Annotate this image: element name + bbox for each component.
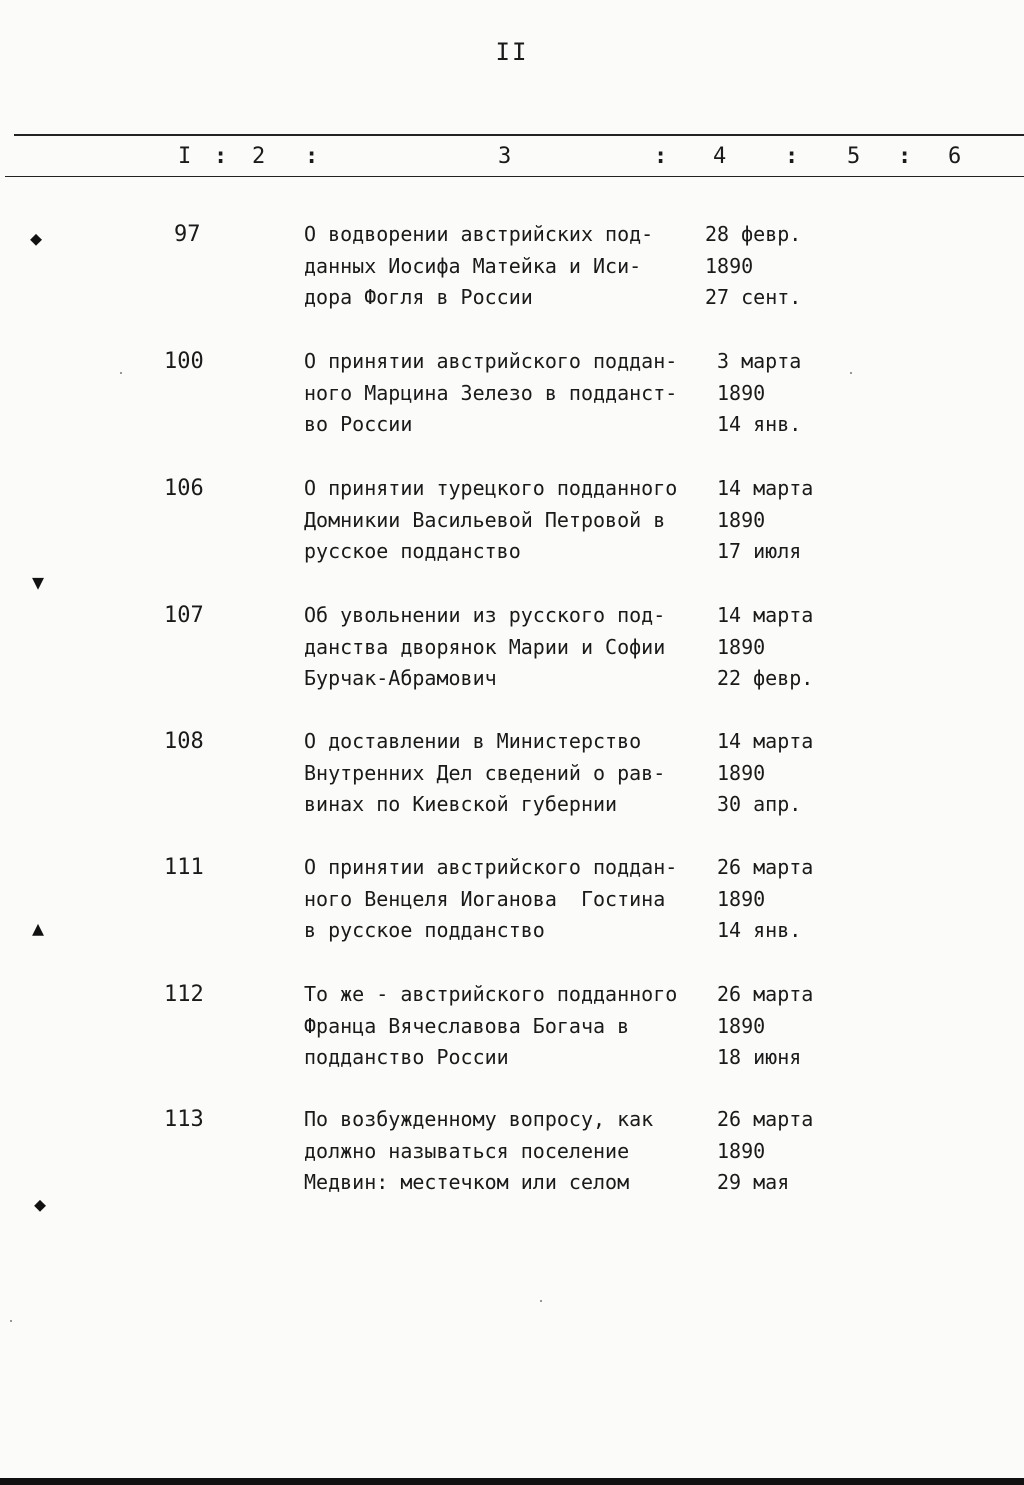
year: 1890 bbox=[717, 760, 766, 785]
binder-hole-mark: ◆ bbox=[30, 226, 43, 250]
start-date: 26 марта bbox=[717, 982, 814, 1006]
year: 1890 bbox=[705, 253, 754, 278]
end-date: 14 янв. bbox=[717, 918, 802, 942]
entry-dates bbox=[717, 1104, 857, 1199]
description-line: О принятии турецкого подданного bbox=[304, 476, 678, 500]
column-header-1: I bbox=[178, 144, 192, 169]
entry-number: 107 bbox=[164, 603, 204, 628]
description-line: должно называться поселение bbox=[304, 1138, 630, 1163]
description-line: винах по Киевской губернии bbox=[304, 792, 618, 816]
entry-number: 112 bbox=[164, 982, 204, 1007]
entry-description bbox=[304, 726, 714, 821]
scan-speck bbox=[540, 1300, 542, 1302]
column-header-5: 5 bbox=[847, 144, 861, 169]
entry-row bbox=[0, 346, 1024, 446]
column-separator: : bbox=[898, 144, 912, 169]
entry-number: 100 bbox=[164, 349, 204, 374]
start-date: 26 марта bbox=[717, 855, 814, 879]
end-date: 18 июня bbox=[717, 1045, 802, 1069]
page-bottom-edge bbox=[0, 1478, 1024, 1485]
scan-speck bbox=[120, 372, 122, 374]
header-bottom-rule bbox=[5, 176, 1024, 177]
start-date: 26 марта bbox=[717, 1107, 814, 1131]
description-line: О доставлении в Министерство bbox=[304, 729, 642, 753]
entry-dates bbox=[717, 726, 857, 821]
entry-description bbox=[304, 346, 714, 441]
description-line: подданство России bbox=[304, 1045, 509, 1069]
description-line: О принятии австрийского поддан- bbox=[304, 855, 678, 879]
description-line: То же - австрийского подданного bbox=[304, 982, 678, 1006]
description-line: Об увольнении из русского под- bbox=[304, 603, 666, 627]
column-separator: : bbox=[305, 144, 319, 169]
end-date: 17 июля bbox=[717, 539, 802, 563]
year: 1890 bbox=[717, 1013, 766, 1038]
description-line: дора Фогля в России bbox=[304, 285, 533, 309]
header-top-rule bbox=[14, 134, 1024, 136]
description-line: Франца Вячеславова Богача в bbox=[304, 1013, 630, 1038]
entry-description bbox=[304, 979, 714, 1074]
entry-row bbox=[0, 473, 1024, 573]
entry-dates bbox=[717, 346, 857, 441]
entry-number: 113 bbox=[164, 1107, 204, 1132]
start-date: 28 февр. bbox=[705, 222, 802, 246]
entry-dates bbox=[717, 600, 857, 695]
entry-row bbox=[0, 1104, 1024, 1204]
start-date: 14 марта bbox=[717, 603, 814, 627]
description-line: ного Венцеля Иоганова Гостина bbox=[304, 886, 666, 911]
year: 1890 bbox=[717, 507, 766, 532]
entry-number: 108 bbox=[164, 729, 204, 754]
entry-row bbox=[0, 979, 1024, 1079]
column-separator: : bbox=[654, 144, 668, 169]
scan-speck bbox=[850, 372, 852, 374]
column-header-4: 4 bbox=[713, 144, 727, 169]
page-number: II bbox=[495, 38, 529, 66]
entry-description bbox=[304, 852, 714, 947]
entry-dates bbox=[717, 473, 857, 568]
description-line: Домникии Васильевой Петровой в bbox=[304, 507, 666, 532]
entry-dates bbox=[717, 979, 857, 1074]
end-date: 30 апр. bbox=[717, 792, 802, 816]
description-line: По возбужденному вопросу, как bbox=[304, 1107, 654, 1131]
entry-number: 106 bbox=[164, 476, 204, 501]
column-separator: : bbox=[785, 144, 799, 169]
end-date: 14 янв. bbox=[717, 412, 802, 436]
description-line: О водворении австрийских под- bbox=[304, 222, 654, 246]
start-date: 14 марта bbox=[717, 476, 814, 500]
entry-number: 111 bbox=[164, 855, 204, 880]
year: 1890 bbox=[717, 380, 766, 405]
entry-row bbox=[0, 219, 1024, 319]
start-date: 3 марта bbox=[717, 349, 802, 373]
entry-description bbox=[304, 219, 714, 314]
entry-description bbox=[304, 473, 714, 568]
description-line: данства дворянок Марии и Софии bbox=[304, 634, 666, 659]
description-line: ного Марцина Зелезо в подданст- bbox=[304, 380, 678, 405]
description-line: Внутренних Дел сведений о рав- bbox=[304, 760, 666, 785]
year: 1890 bbox=[717, 634, 766, 659]
entry-row bbox=[0, 600, 1024, 700]
year: 1890 bbox=[717, 886, 766, 911]
description-line: во России bbox=[304, 412, 413, 436]
description-line: Медвин: местечком или селом bbox=[304, 1170, 630, 1194]
year: 1890 bbox=[717, 1138, 766, 1163]
binder-hole-mark: ◆ bbox=[34, 1192, 47, 1216]
entry-description bbox=[304, 600, 714, 695]
entry-number: 97 bbox=[174, 222, 201, 247]
column-header-2: 2 bbox=[252, 144, 266, 169]
end-date: 27 сент. bbox=[705, 285, 802, 309]
description-line: Бурчак-Абрамович bbox=[304, 666, 497, 690]
scan-speck bbox=[10, 1320, 12, 1322]
end-date: 29 мая bbox=[717, 1170, 790, 1194]
binder-hole-mark: ▼ bbox=[32, 570, 45, 594]
column-separator: : bbox=[214, 144, 228, 169]
column-header-6: 6 bbox=[948, 144, 962, 169]
entry-dates bbox=[717, 852, 857, 947]
column-header-3: 3 bbox=[498, 144, 512, 169]
description-line: данных Иосифа Матейка и Иси- bbox=[304, 253, 642, 278]
description-line: О принятии австрийского поддан- bbox=[304, 349, 678, 373]
end-date: 22 февр. bbox=[717, 666, 814, 690]
entry-row bbox=[0, 852, 1024, 952]
entry-row bbox=[0, 726, 1024, 826]
entry-dates bbox=[705, 219, 845, 314]
description-line: в русское подданство bbox=[304, 918, 545, 942]
description-line: русское подданство bbox=[304, 539, 521, 563]
entry-description bbox=[304, 1104, 714, 1199]
start-date: 14 марта bbox=[717, 729, 814, 753]
binder-hole-mark: ▲ bbox=[32, 916, 45, 940]
